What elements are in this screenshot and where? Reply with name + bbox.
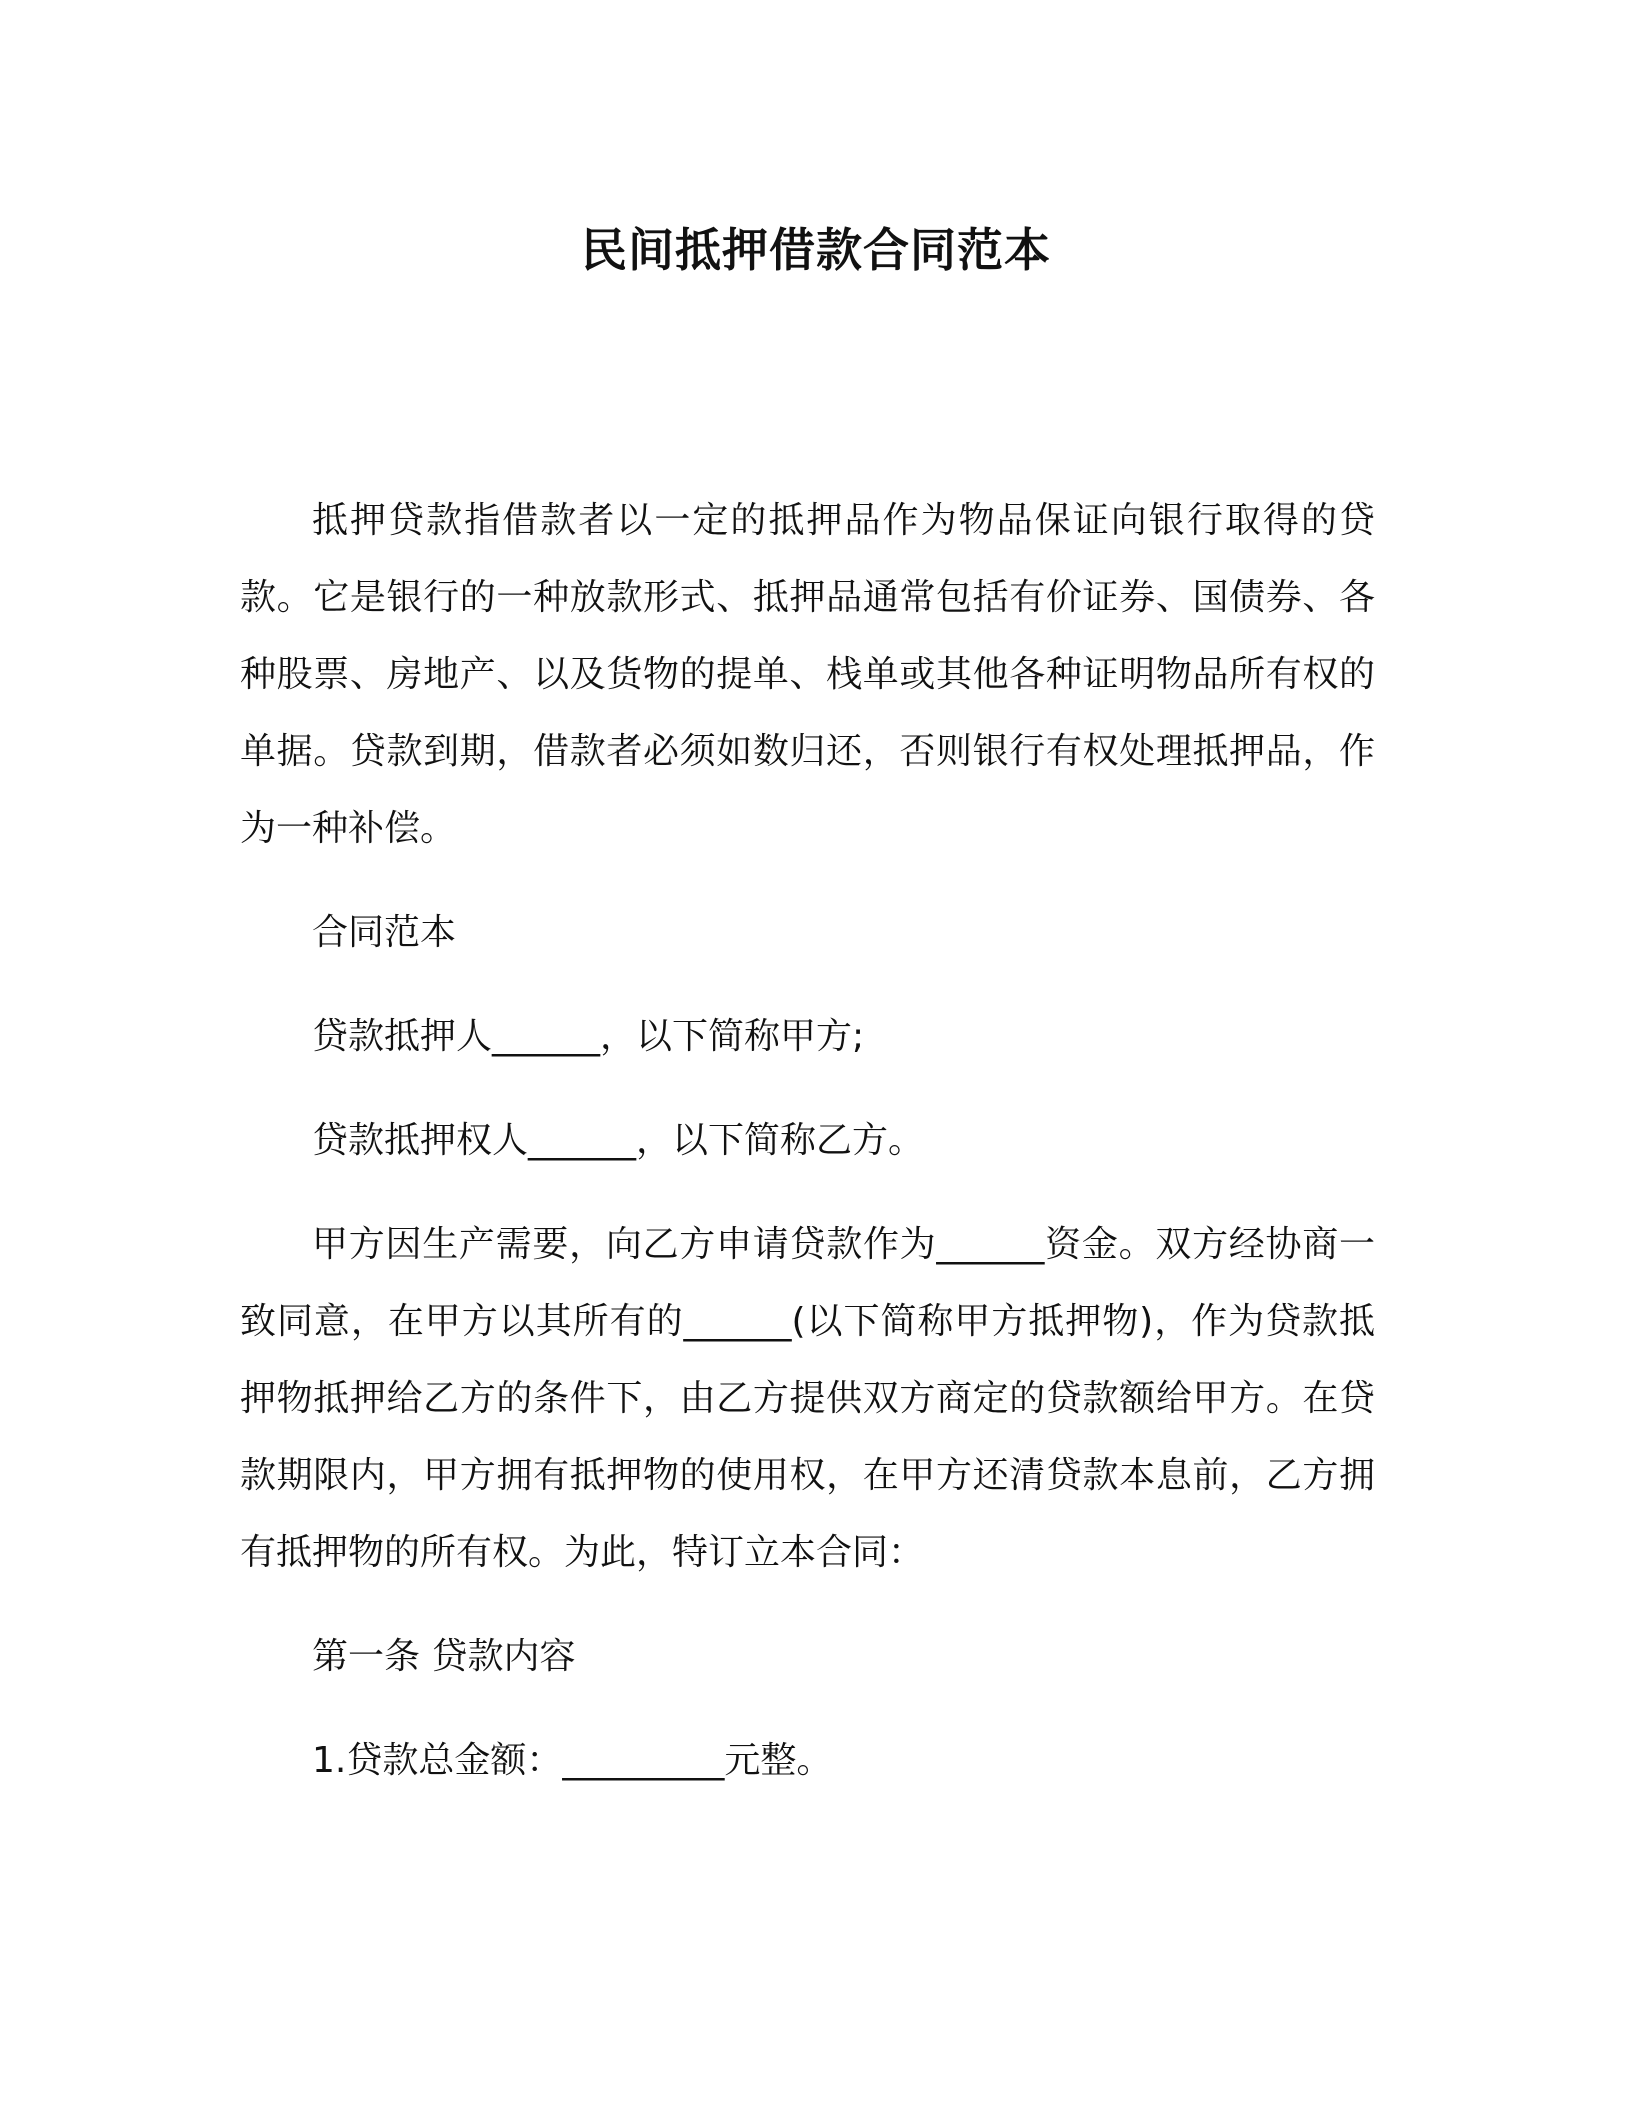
document-title: 民间抵押借款合同范本 <box>581 223 1051 277</box>
purpose-paragraph: 甲方因生产需要，向乙方申请贷款作为______资金。双方经协商一致同意，在甲方以其所有的______(以下简称甲方抵押物)，作为贷款抵押物抵押给乙方的条件下，由乙方提供双方商定的贷款额给甲方。在贷款期限内，甲方拥有抵押物的使用权，在甲方还清贷款本息前，乙方拥有抵押物的所有权。为此，特订立本合同： <box>240 1224 1375 1573</box>
document-body <box>240 482 1375 1826</box>
article-one-heading: 第一条 贷款内容 <box>312 1636 576 1677</box>
section-heading-contract-sample: 合同范本 <box>312 912 457 953</box>
loan-amount-line: 1.贷款总金额：_________元整。 <box>312 1740 833 1781</box>
party-a-line: 贷款抵押人______，以下简称甲方; <box>312 1016 865 1057</box>
party-b-line: 贷款抵押权人______，以下简称乙方。 <box>312 1120 925 1161</box>
intro-paragraph: 抵押贷款指借款者以一定的抵押品作为物品保证向银行取得的贷款。它是银行的一种放款形式、抵押品通常包括有价证券、国债券、各种股票、房地产、以及货物的提单、栈单或其他各种证明物品所有权的单据。贷款到期，借款者必须如数归还，否则银行有权处理抵押品，作为一种补偿。 <box>240 500 1375 849</box>
